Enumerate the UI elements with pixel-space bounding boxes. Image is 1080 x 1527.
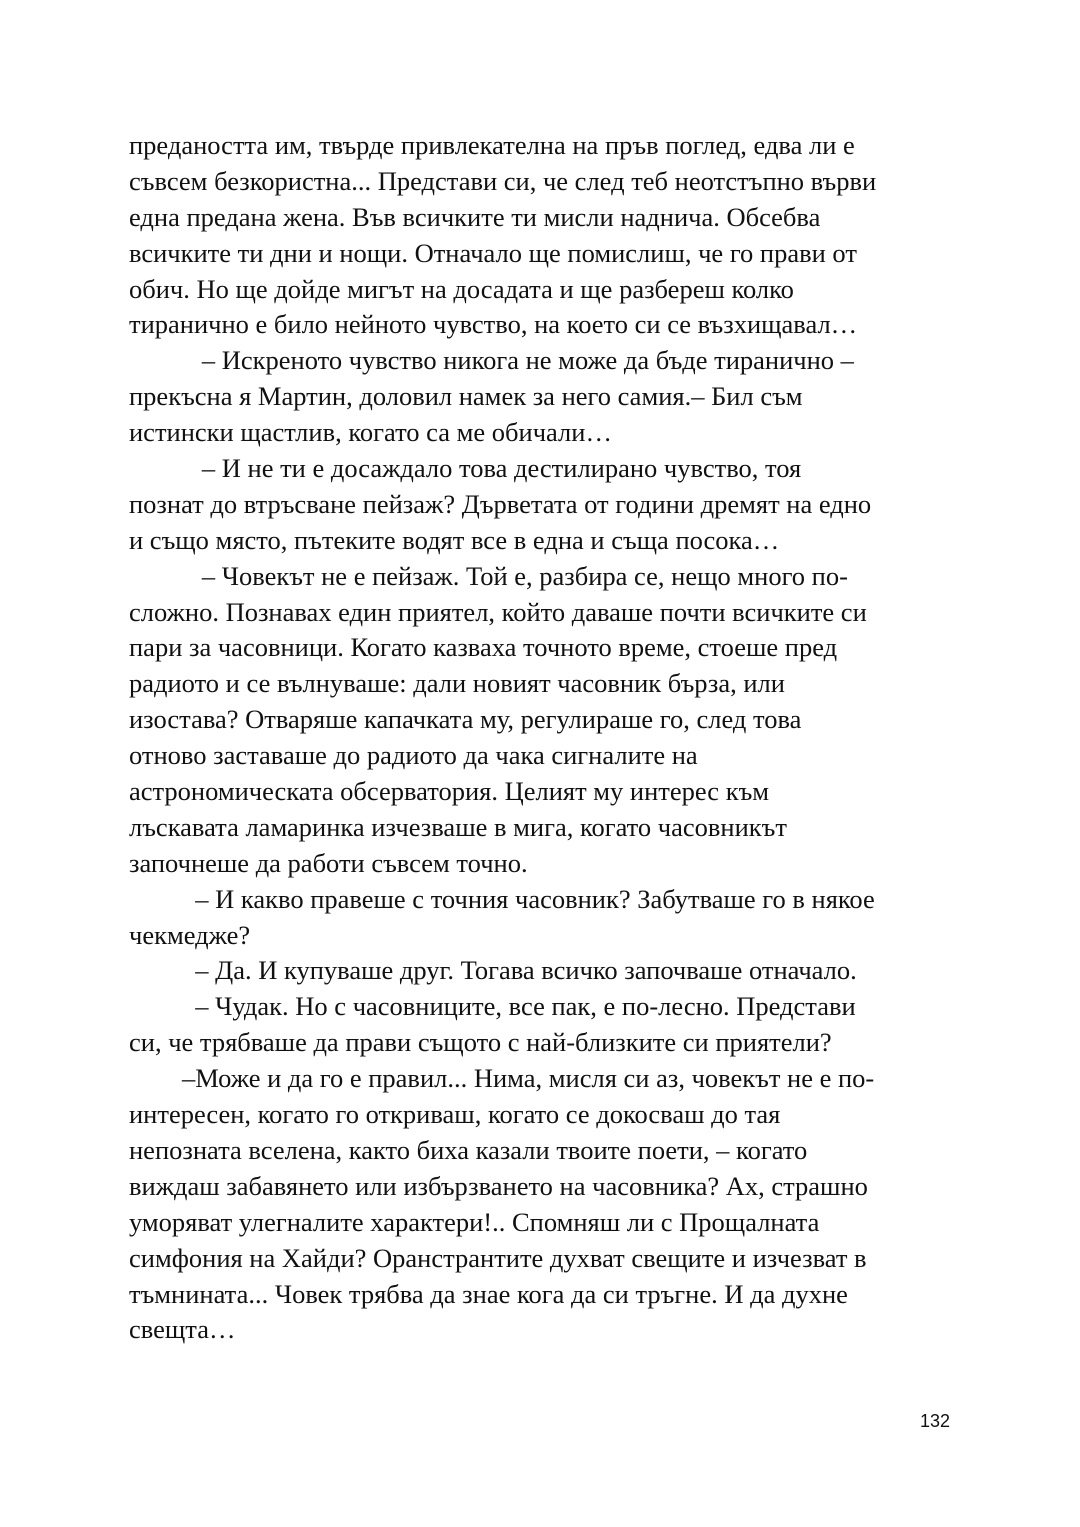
- text-line: – И какво правеше с точния часовник? Забутваше го в някое: [129, 883, 875, 914]
- text-line: тъмнината... Човек трябва да знае кога да си тръгне. И да духне: [129, 1278, 848, 1309]
- text-line: – Човекът не е пейзаж. Той е, разбира се, нещо много по-: [129, 560, 848, 591]
- text-line: предаността им, твърде привлекателна на пръв поглед, едва ли е: [129, 130, 855, 160]
- text-line: чекмедже?: [129, 919, 251, 950]
- text-line: съвсем безкористна... Представи си, че след теб неотстъпно върви: [129, 165, 877, 196]
- text-line: познат до втръсване пейзаж? Дърветата от години дремят на едно: [129, 488, 872, 519]
- text-line: астрономическата обсерватория. Целият му интерес към: [129, 776, 770, 807]
- text-line: –Може и да го е правил... Нима, мисля си аз, човекът не е по-: [129, 1063, 875, 1094]
- text-line: – Чудак. Но с часовниците, все пак, е по-лесно. Представи: [129, 991, 856, 1022]
- text-line: непозната вселена, както биха казали твоите поети, – когато: [129, 1134, 808, 1165]
- text-line: – Искреното чувство никога не може да бъде тиранично –: [129, 345, 854, 376]
- text-line: свещта…: [129, 1314, 236, 1345]
- text-line: и също място, пътеките водят все в една и съща посока…: [129, 524, 780, 555]
- text-line: сложно. Познавах един приятел, който даваше почти всичките си: [129, 596, 867, 627]
- text-line: всичките ти дни и нощи. Отначало ще помислиш, че го прави от: [129, 237, 857, 268]
- text-line: тиранично е било нейното чувство, на което си се възхищавал…: [129, 309, 858, 340]
- text-line: отново заставаше до радиото да чака сигналите на: [129, 740, 698, 771]
- text-line: си, че трябваше да прави същото с най-близките си приятели?: [129, 1027, 832, 1058]
- text-line: симфония на Хайди? Оранстрантите духват свещите и изчезват в: [129, 1242, 867, 1273]
- text-line: започнеше да работи съвсем точно.: [129, 847, 528, 878]
- text-line: уморяват улегналите характери!.. Спомняш ли с Прощалната: [129, 1206, 820, 1237]
- text-line: една предана жена. Във всичките ти мисли наднича. Обсебва: [129, 201, 821, 232]
- text-line: интересен, когато го откриваш, когато се докосваш до тая: [129, 1099, 781, 1130]
- text-line: пари за часовници. Когато казваха точното време, стоеше пред: [129, 632, 838, 663]
- body-text: [129, 128, 969, 1348]
- text-line: прекъсна я Мартин, доловил намек за него самия.– Бил съм: [129, 381, 803, 412]
- text-line: изостава? Отваряше капачката му, регулираше го, след това: [129, 704, 802, 735]
- text-line: – Да. И купуваше друг. Тогава всичко започваше отначало.: [129, 955, 857, 986]
- text-line: – И не ти е досаждало това дестилирано чувство, тоя: [129, 453, 802, 484]
- text-line: виждаш забавянето или избързването на часовника? Ах, страшно: [129, 1170, 868, 1201]
- text-line: обич. Но ще дойде мигът на досадата и ще разбереш колко: [129, 273, 794, 304]
- text-line: радиото и се вълнуваше: дали новият часовник бърза, или: [129, 668, 785, 699]
- text-line: истински щастлив, когато са ме обичали…: [129, 417, 612, 448]
- text-line: лъскавата ламаринка изчезваше в мига, когато часовникът: [129, 811, 787, 842]
- page-number: 132: [919, 1411, 950, 1431]
